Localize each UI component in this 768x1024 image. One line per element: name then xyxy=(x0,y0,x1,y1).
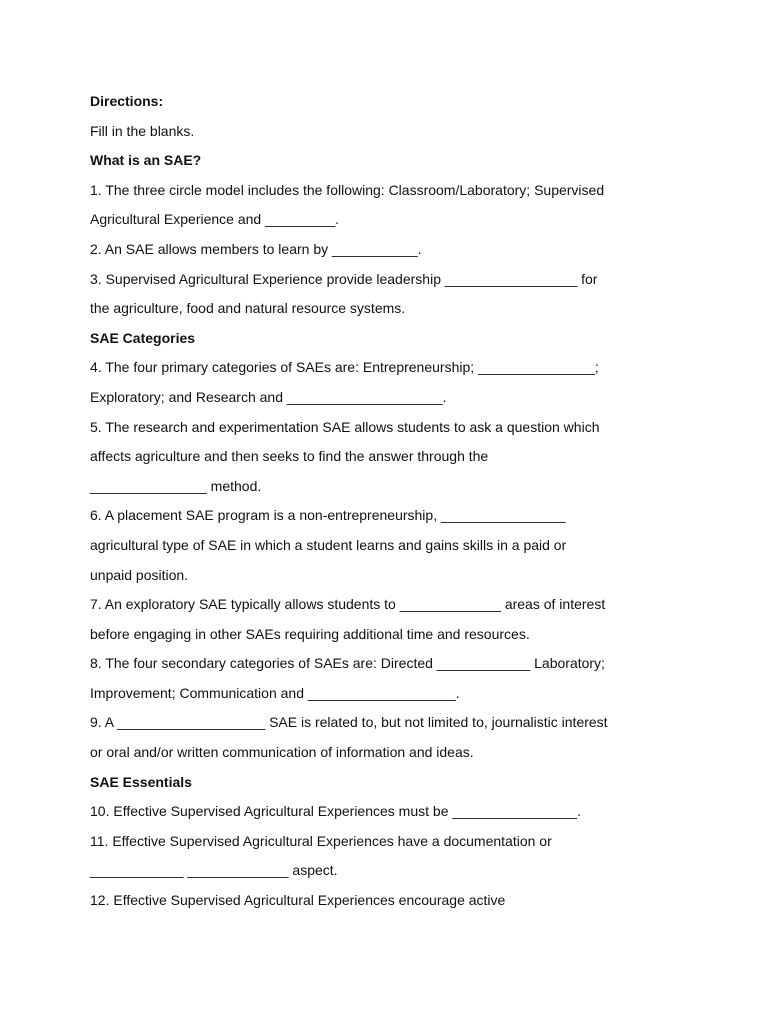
worksheet-page xyxy=(90,87,690,916)
section-heading-sae-essentials: SAE Essentials xyxy=(90,773,192,790)
question-line: Improvement; Communication and ___________________. xyxy=(90,684,460,701)
question-line: agricultural type of SAE in which a student learns and gains skills in a paid or xyxy=(90,536,567,553)
question-line: 4. The four primary categories of SAEs are: Entrepreneurship; _______________; xyxy=(90,359,599,376)
question-line: affects agriculture and then seeks to find the answer through the xyxy=(90,448,489,465)
question-line: before engaging in other SAEs requiring additional time and resources. xyxy=(90,625,530,642)
section-heading-sae-categories: SAE Categories xyxy=(90,329,196,346)
section-heading-what-is-sae: What is an SAE? xyxy=(90,152,202,169)
question-line: 9. A ___________________ SAE is related to, but not limited to, journalistic interest xyxy=(90,714,608,731)
question-line: unpaid position. xyxy=(90,566,189,583)
question-line: 7. An exploratory SAE typically allows students to _____________ areas of interest xyxy=(90,596,606,613)
question-line: or oral and/or written communication of information and ideas. xyxy=(90,744,474,761)
question-line: Exploratory; and Research and ____________________. xyxy=(90,388,447,405)
question-line: 10. Effective Supervised Agricultural Experiences must be ________________. xyxy=(90,803,581,820)
question-line: 3. Supervised Agricultural Experience provide leadership _________________ for xyxy=(90,270,598,287)
question-line: 6. A placement SAE program is a non-entrepreneurship, ________________ xyxy=(90,507,566,524)
question-line: 1. The three circle model includes the following: Classroom/Laboratory; Supervised xyxy=(90,181,605,198)
question-line: 2. An SAE allows members to learn by ___________. xyxy=(90,240,422,257)
question-line: Agricultural Experience and _________. xyxy=(90,211,340,228)
question-line: _______________ method. xyxy=(90,477,262,494)
question-line: 5. The research and experimentation SAE allows students to ask a question which xyxy=(90,418,600,435)
question-line: 11. Effective Supervised Agricultural Experiences have a documentation or xyxy=(90,832,552,849)
question-line: the agriculture, food and natural resource systems. xyxy=(90,300,406,317)
directions-text: Fill in the blanks. xyxy=(90,122,195,139)
question-line: 12. Effective Supervised Agricultural Experiences encourage active xyxy=(90,892,506,909)
directions-heading: Directions: xyxy=(90,93,164,109)
question-line: ____________ _____________ aspect. xyxy=(90,862,338,879)
question-line: 8. The four secondary categories of SAEs are: Directed ____________ Laboratory; xyxy=(90,655,605,672)
